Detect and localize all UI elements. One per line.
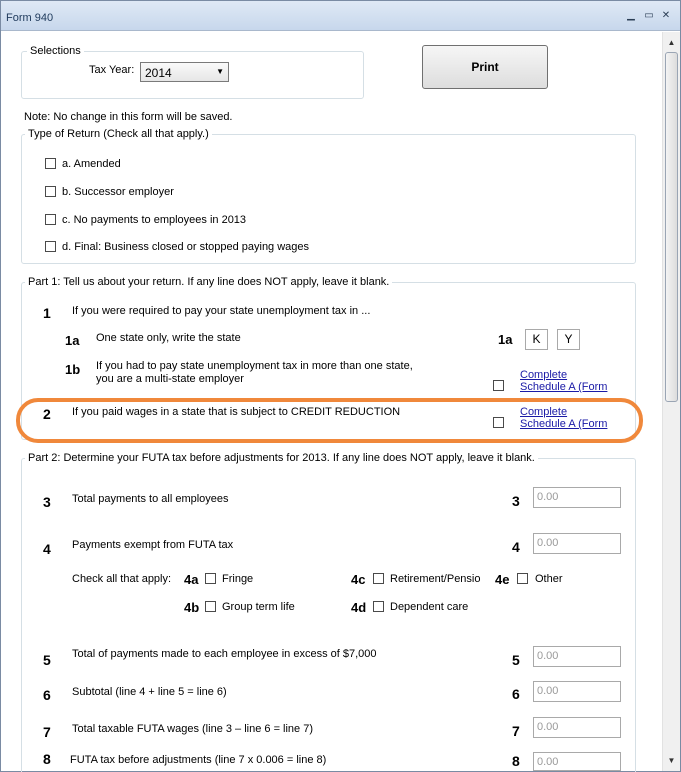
line5-right-number: 5 (512, 652, 520, 668)
window-title: Form 940 (6, 12, 54, 24)
title-bar (1, 1, 680, 31)
line7-right-number: 7 (512, 723, 520, 739)
line4d-number: 4d (351, 600, 367, 615)
line4b-number: 4b (184, 600, 200, 615)
link-line-1: Complete (520, 369, 568, 381)
state-letter-2-input[interactable]: Y (557, 329, 580, 350)
tax-year-label: Tax Year: (89, 64, 135, 76)
line8-text: FUTA tax before adjustments (line 7 x 0.006 = line 8) (70, 754, 327, 766)
part2-legend: Part 2: Determine your FUTA tax before adjustments for 2013. If any line does NOT apply, leave it blank. (25, 452, 538, 464)
maximize-icon[interactable]: ▭ (644, 10, 654, 21)
scroll-up-icon[interactable]: ▲ (667, 38, 676, 47)
line2-number: 2 (43, 406, 51, 422)
dependent-care-checkbox[interactable] (373, 601, 384, 612)
line8-input[interactable] (533, 752, 621, 771)
line3-input[interactable] (533, 487, 621, 508)
type-of-return-legend: Type of Return (Check all that apply.) (25, 128, 212, 140)
multi-state-checkbox[interactable] (493, 380, 504, 391)
line6-number: 6 (43, 687, 51, 703)
line6-text: Subtotal (line 4 + line 5 = line 6) (72, 686, 227, 698)
group-term-life-label: Group term life (222, 601, 295, 613)
line7-value: 0.00 (537, 721, 559, 733)
tax-year-select[interactable] (140, 62, 229, 82)
complete-schedule-a-link-1[interactable] (520, 369, 607, 393)
line6-value: 0.00 (537, 685, 559, 697)
line5-text: Total of payments made to each employee in excess of $7,000 (72, 648, 377, 660)
line1-text: If you were required to pay your state unemployment tax in ... (72, 305, 371, 317)
link-line-2: Schedule A (Form (520, 381, 608, 393)
line4-text: Payments exempt from FUTA tax (72, 539, 234, 551)
line1a-right-number: 1a (498, 332, 513, 347)
line7-input[interactable] (533, 717, 621, 738)
close-icon[interactable]: ✕ (661, 10, 671, 21)
line4c-number: 4c (351, 572, 366, 587)
amended-label: a. Amended (62, 158, 121, 170)
minimize-icon[interactable]: ▁ (627, 10, 635, 21)
other-label: Other (535, 573, 563, 585)
line6-right-number: 6 (512, 686, 520, 702)
vertical-scrollbar[interactable] (662, 32, 680, 771)
group-term-life-checkbox[interactable] (205, 601, 216, 612)
note-text: Note: No change in this form will be saved. (24, 111, 233, 123)
line3-text: Total payments to all employees (72, 493, 229, 505)
scroll-down-icon[interactable]: ▼ (667, 756, 676, 765)
line1a-text: One state only, write the state (96, 332, 241, 344)
selections-legend: Selections (27, 45, 84, 57)
line7-text: Total taxable FUTA wages (line 3 – line 6 = line 7) (72, 723, 314, 735)
line6-input[interactable] (533, 681, 621, 702)
line7-number: 7 (43, 724, 51, 740)
line1a-number: 1a (65, 333, 80, 348)
line1b-number: 1b (65, 362, 81, 377)
part1-legend: Part 1: Tell us about your return. If any line does NOT apply, leave it blank. (25, 276, 392, 288)
final-checkbox[interactable] (45, 241, 56, 252)
line3-value: 0.00 (537, 491, 559, 503)
line4-right-number: 4 (512, 539, 520, 555)
no-payments-label: c. No payments to employees in 2013 (62, 214, 247, 226)
line5-input[interactable] (533, 646, 621, 667)
line1b-text-2: you are a multi-state employer (96, 373, 244, 385)
check-all-label: Check all that apply: (72, 573, 172, 585)
tax-year-value: 2014 (145, 66, 172, 80)
retirement-checkbox[interactable] (373, 573, 384, 584)
final-label: d. Final: Business closed or stopped paying wages (62, 241, 310, 253)
link-line-1: Complete (520, 406, 568, 418)
print-button[interactable]: Print (422, 45, 548, 89)
line2-text: If you paid wages in a state that is subject to CREDIT REDUCTION (72, 406, 401, 418)
dependent-care-label: Dependent care (390, 601, 469, 613)
chevron-down-icon: ▼ (216, 67, 224, 76)
line4-number: 4 (43, 541, 51, 557)
retirement-label: Retirement/Pensio (390, 573, 481, 585)
line5-number: 5 (43, 652, 51, 668)
other-checkbox[interactable] (517, 573, 528, 584)
line8-value: 0.00 (537, 756, 559, 768)
fringe-label: Fringe (222, 573, 254, 585)
line3-right-number: 3 (512, 493, 520, 509)
line4e-number: 4e (495, 572, 510, 587)
line4-input[interactable] (533, 533, 621, 554)
scroll-thumb[interactable] (665, 52, 678, 402)
line4-value: 0.00 (537, 537, 559, 549)
line8-number: 8 (43, 751, 51, 767)
state-letter-1-input[interactable]: K (525, 329, 548, 350)
line3-number: 3 (43, 494, 51, 510)
no-payments-checkbox[interactable] (45, 214, 56, 225)
line1b-text-1: If you had to pay state unemployment tax in more than one state, (96, 360, 413, 372)
successor-employer-label: b. Successor employer (62, 186, 174, 198)
fringe-checkbox[interactable] (205, 573, 216, 584)
line4a-number: 4a (184, 572, 199, 587)
line8-right-number: 8 (512, 753, 520, 769)
link-line-2: Schedule A (Form (520, 418, 608, 430)
credit-reduction-highlight (16, 398, 643, 443)
line5-value: 0.00 (537, 650, 559, 662)
amended-checkbox[interactable] (45, 158, 56, 169)
line1-number: 1 (43, 305, 51, 321)
successor-employer-checkbox[interactable] (45, 186, 56, 197)
